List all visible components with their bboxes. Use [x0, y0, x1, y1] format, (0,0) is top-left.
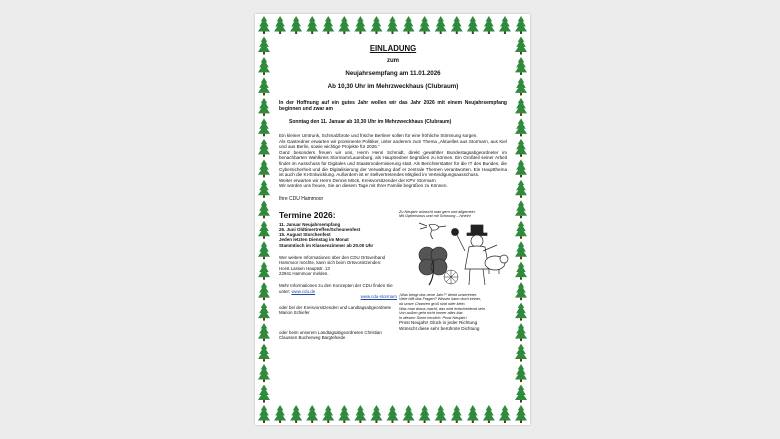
document-title: EINLADUNG — [369, 44, 417, 53]
fir-tree-icon — [483, 16, 495, 34]
fir-tree-icon — [515, 262, 527, 280]
fir-tree-icon — [435, 16, 447, 34]
fir-tree-icon — [419, 16, 431, 34]
fir-tree-icon — [515, 200, 527, 218]
contact-info — [279, 255, 397, 276]
body-paragraph: Als Gastredner erwarten wir prominente Politiker, unter anderem zum Thema „Aktuelles aus Stormarn, aus Kiel und aus Berlin, sowie wichtige Projekte für 2026.“ — [279, 138, 507, 150]
fir-tree-icon — [515, 385, 527, 403]
fir-tree-icon — [258, 139, 270, 157]
fir-tree-icon — [515, 241, 527, 259]
body-paragraph: Weiter erwarten wir Herrn Dennis Möck, Kreisvorsitzender der KPV Stormarn — [279, 177, 436, 183]
fir-tree-icon — [258, 57, 270, 75]
fir-tree-icon — [451, 405, 463, 423]
fir-tree-icon — [258, 77, 270, 95]
fir-tree-icon — [290, 16, 302, 34]
fir-tree-icon — [338, 16, 350, 34]
fir-tree-icon — [354, 405, 366, 423]
fir-tree-icon — [258, 364, 270, 382]
fir-tree-icon — [306, 405, 318, 423]
poem-line: „Was bringt das neue Jahr?“ denkt unsereiner. — [399, 292, 478, 297]
fir-tree-icon — [258, 385, 270, 403]
fir-tree-icon — [403, 405, 415, 423]
document-content — [279, 38, 507, 398]
poem-closing — [399, 320, 511, 331]
poem-intro — [399, 210, 511, 220]
cdu-link[interactable]: www.cdu.de — [291, 288, 316, 294]
fir-tree-icon — [515, 221, 527, 239]
fir-tree-icon — [258, 323, 270, 341]
landtag-info: oder beim unserem Landtagsabgeordneten Christian Claussen Bucherweg Bargteheide — [279, 329, 382, 340]
fir-tree-icon — [258, 303, 270, 321]
fir-tree-icon — [258, 118, 270, 136]
fir-tree-icon — [515, 77, 527, 95]
fir-tree-icon — [483, 405, 495, 423]
termine-item: 11. Januar Neujahrsempfang — [279, 221, 341, 227]
poem-body — [399, 293, 511, 321]
contact-line: 22941 Hammoor melden. — [279, 270, 329, 276]
poem-line: Wünscht diese sehr berühmte Dichtung — [399, 325, 480, 331]
poem-line: Von außen geht nicht immer alles klar. — [399, 311, 464, 316]
termine-item: Jeden letzten Dienstag im Monat — [279, 237, 349, 243]
fir-tree-icon — [515, 344, 527, 362]
poem-line: Viele hilft das Fragen? Wissen kann doch keiner, — [399, 297, 481, 302]
termine-title: Termine 2026: — [279, 209, 336, 220]
fir-tree-icon — [306, 16, 318, 34]
termine-column — [279, 210, 397, 341]
signature: Ihre CDU Hammoor — [279, 195, 324, 202]
fir-tree-icon — [387, 405, 399, 423]
fir-tree-icon — [515, 405, 527, 423]
fir-tree-icon — [499, 405, 511, 423]
fir-tree-icon — [515, 98, 527, 116]
fir-tree-icon — [467, 405, 479, 423]
fir-tree-icon — [258, 241, 270, 259]
fir-tree-icon — [467, 16, 479, 34]
chimney-sweep-icon — [452, 225, 498, 285]
fir-tree-icon — [258, 282, 270, 300]
contact-text: Wer weitere Informationen über den CDU Ortsverband Hammoor möchte, kann sich beim Ortsvorsitzenden: — [279, 255, 386, 266]
termine-item: Stammtisch im Klassenzimmer ab 20.00 Uhr — [279, 242, 374, 248]
fir-tree-icon — [403, 16, 415, 34]
fir-tree-icon — [274, 16, 286, 34]
fir-tree-icon — [387, 16, 399, 34]
fir-tree-icon — [370, 405, 382, 423]
body-paragraph: Ein kleiner Umtrunk, Schmalzbrote und frische Berliner sollen für eine fröhliche Stimmung sorgen. — [279, 133, 478, 138]
kreis-info: oder bei der Kreisvorsitzenden und Landtagsabgeordnete Marion Schiefer — [279, 305, 392, 316]
fir-tree-icon — [435, 405, 447, 423]
fir-tree-icon — [258, 200, 270, 218]
termine-item: 15. August Storchenfest — [279, 232, 331, 238]
poem-line: Mit Optimismus und mit Schwung – hinein! — [399, 214, 471, 219]
fir-tree-icon — [515, 159, 527, 177]
poem-line: ob unsre Chancen groß sind oder klein. — [399, 301, 466, 306]
date-line: Sonntag den 11. Januar ab 10,30 Uhr im Mehrzweckhaus (Clubraum) — [289, 119, 452, 125]
fir-tree-icon — [515, 323, 527, 341]
fir-tree-icon — [258, 16, 270, 34]
poem-column — [399, 210, 511, 332]
poem-line: Was man draus macht, das wird entscheidend sein. — [399, 306, 486, 311]
fir-tree-icon — [370, 16, 382, 34]
cdu-stormarn-link[interactable]: www.cdu-stormarn — [360, 293, 397, 299]
fir-tree-icon — [515, 364, 527, 382]
fir-tree-icon — [258, 344, 270, 362]
fir-tree-icon — [515, 16, 527, 34]
fir-tree-icon — [515, 36, 527, 54]
fir-tree-icon — [419, 405, 431, 423]
concepts-info — [279, 283, 397, 299]
fir-tree-icon — [258, 98, 270, 116]
concepts-text: Mehr Informationen zu den Konzepten der CDU finden Sie unter: — [279, 283, 393, 294]
fir-tree-icon — [322, 405, 334, 423]
body-paragraph: Ganz besonders freuen wir uns, Herrn Henri Schmidt, direkt gewählter Bundestagsabgeordneter im benachbarten Wahlkreis Stormarn/Lauenburg, als Hauptredner begrüßen zu können. Ein Großteil seiner Arbeit findet im Ausschuss für Digitales und Staatsmodernisierung statt. Als Berichterstatter für die IT des Bundes, die Cybersicherheit und die Digitalisierung der Verwaltung darf er zentrale Themen verantworten. Ein Hauptthema ist auch die KI-Entwicklung. Außerdem ist er stellvertretendes Mitglied im Verteidigungsausschuss. — [279, 149, 507, 178]
fir-tree-icon — [258, 221, 270, 239]
fir-tree-icon — [499, 16, 511, 34]
fir-tree-icon — [338, 405, 350, 423]
fir-tree-icon — [322, 16, 334, 34]
fir-tree-icon — [258, 36, 270, 54]
fir-tree-icon — [515, 139, 527, 157]
pig-icon — [485, 255, 508, 274]
fir-tree-icon — [258, 180, 270, 198]
lower-section — [279, 210, 507, 382]
fir-tree-icon — [515, 303, 527, 321]
fir-tree-icon — [515, 180, 527, 198]
termine-item: 26. Juni Oldtimertreffen/Scheunenfest — [279, 226, 361, 232]
fir-tree-icon — [515, 57, 527, 75]
stork-icon — [419, 223, 446, 239]
fir-tree-icon — [274, 405, 286, 423]
newyear-illustration — [399, 221, 511, 289]
fir-tree-icon — [290, 405, 302, 423]
poem-line: Prost Neujahr! Glück in jeder Richtung — [399, 320, 478, 326]
chimney-brush-icon — [444, 270, 458, 284]
fir-tree-icon — [258, 262, 270, 280]
poem-line: Zu Neujahr wünscht man gern und allgemein: — [399, 209, 476, 214]
invitation-page — [255, 14, 530, 425]
fir-tree-icon — [451, 16, 463, 34]
venue-heading: Ab 10,30 Uhr im Mehrzweckhaus (Clubraum) — [327, 83, 459, 90]
fir-tree-icon — [515, 282, 527, 300]
fir-tree-icon — [258, 159, 270, 177]
fir-tree-icon — [354, 16, 366, 34]
intro-paragraph: In der Hoffnung auf ein gutes Jahr wollen wir das Jahr 2026 mit einem Neujahrsempfang beginnen und zwar am — [279, 100, 507, 112]
clover-icon — [419, 247, 447, 285]
body-text — [279, 133, 507, 189]
event-heading: Neujahrsempfang am 11.01.2026 — [345, 70, 441, 77]
termine-list — [279, 222, 397, 248]
fir-tree-icon — [515, 118, 527, 136]
zum-text: zum — [387, 58, 399, 64]
contact-line: Horst Lassen Hauptstr. 13 — [279, 265, 330, 271]
fir-tree-icon — [258, 405, 270, 423]
poem-line: In diesem Sinne herzlich: Prost Neujahr! — [399, 315, 467, 320]
body-paragraph: Wir würden uns freuen, Sie an diesem Tage mit Ihrer Familie begrüßen zu Können. — [279, 183, 448, 189]
